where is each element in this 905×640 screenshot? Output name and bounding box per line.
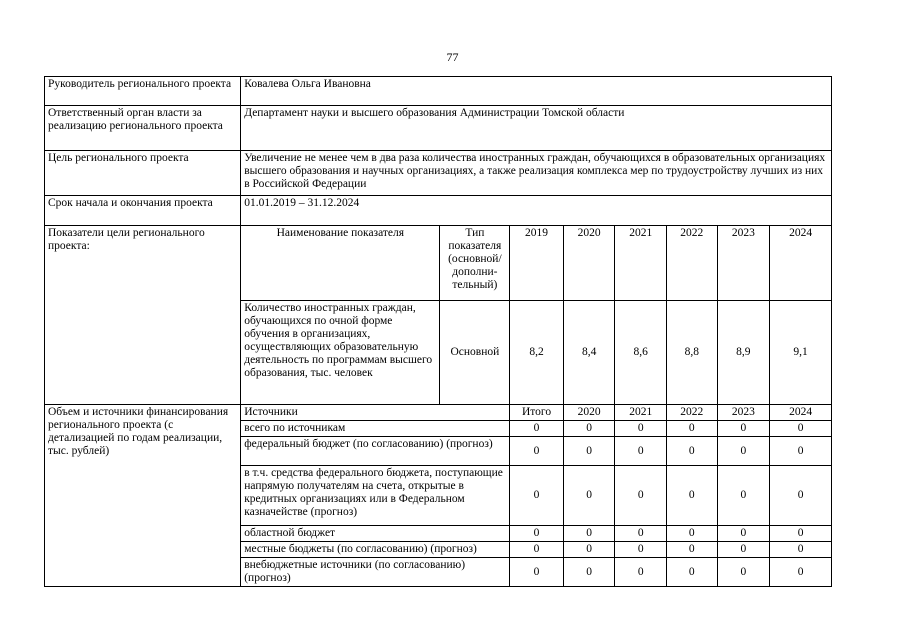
finance-value: 0	[563, 558, 615, 587]
finance-value: 0	[510, 526, 564, 542]
indicator-value: 8,4	[563, 301, 615, 405]
finance-value: 0	[717, 466, 770, 526]
indicator-type: Основной	[440, 301, 510, 405]
indicator-year-header: 2023	[717, 226, 770, 301]
goal-label: Цель регионального проекта	[45, 151, 241, 196]
finance-label: Объем и источники финансирования регионального проекта (с детализацией по годам реализации, тыс. рублей)	[45, 405, 241, 587]
finance-value: 0	[717, 526, 770, 542]
finance-value: 0	[770, 542, 832, 558]
authority-row	[45, 106, 832, 151]
finance-value: 0	[510, 437, 564, 466]
indicator-value: 8,9	[717, 301, 770, 405]
page-number: 77	[446, 50, 459, 64]
goal-row	[45, 151, 832, 196]
indicator-type-header: Тип показателя (основной/ дополни-тельный)	[440, 226, 510, 301]
finance-source-name: внебюджетные источники (по согласованию) (прогноз)	[241, 558, 510, 587]
period-label: Срок начала и окончания проекта	[45, 196, 241, 226]
finance-value: 0	[717, 558, 770, 587]
indicator-value: 9,1	[770, 301, 832, 405]
indicator-year-header: 2021	[615, 226, 667, 301]
finance-col-header: 2022	[667, 405, 718, 421]
indicator-name-header: Наименование показателя	[241, 226, 440, 301]
finance-value: 0	[770, 466, 832, 526]
finance-value: 0	[717, 542, 770, 558]
period-row	[45, 196, 832, 226]
finance-value: 0	[615, 437, 667, 466]
finance-source-name: в т.ч. средства федерального бюджета, поступающие напрямую получателям на счета, открытые в кредитных организациях или в Федеральном казначействе (прогноз)	[241, 466, 510, 526]
finance-col-header: 2024	[770, 405, 832, 421]
finance-col-header: 2023	[717, 405, 770, 421]
finance-value: 0	[667, 526, 718, 542]
finance-source-name: федеральный бюджет (по согласованию) (прогноз)	[241, 437, 510, 466]
finance-value: 0	[563, 437, 615, 466]
project-head-row	[45, 77, 832, 106]
finance-value: 0	[510, 542, 564, 558]
finance-value: 0	[770, 437, 832, 466]
finance-value: 0	[563, 542, 615, 558]
indicator-year-header: 2022	[667, 226, 718, 301]
authority-label: Ответственный орган власти за реализацию регионального проекта	[45, 106, 241, 151]
finance-value: 0	[667, 542, 718, 558]
finance-value: 0	[510, 421, 564, 437]
finance-value: 0	[667, 466, 718, 526]
finance-value: 0	[615, 542, 667, 558]
finance-source-header: Источники	[241, 405, 510, 421]
finance-value: 0	[717, 437, 770, 466]
finance-source-name: всего по источникам	[241, 421, 510, 437]
finance-value: 0	[615, 558, 667, 587]
period-value: 01.01.2019 – 31.12.2024	[241, 196, 832, 226]
finance-value: 0	[717, 421, 770, 437]
finance-value: 0	[563, 421, 615, 437]
indicators-label: Показатели цели регионального проекта:	[45, 226, 241, 405]
finance-value: 0	[563, 526, 615, 542]
indicator-value: 8,6	[615, 301, 667, 405]
finance-value: 0	[770, 558, 832, 587]
indicator-year-header: 2024	[770, 226, 832, 301]
finance-value: 0	[770, 421, 832, 437]
project-passport-table	[44, 76, 832, 587]
finance-value: 0	[667, 558, 718, 587]
finance-col-header: 2020	[563, 405, 615, 421]
indicator-name: Количество иностранных граждан, обучающихся по очной форме обучения в организациях, осуществляющих образовательную деятельность по программам высшего образования, тыс. человек	[241, 301, 440, 405]
finance-col-header: 2021	[615, 405, 667, 421]
finance-col-header: Итого	[510, 405, 564, 421]
finance-value: 0	[667, 421, 718, 437]
finance-header-row	[45, 405, 832, 421]
finance-source-name: местные бюджеты (по согласованию) (прогноз)	[241, 542, 510, 558]
indicator-year-header: 2019	[510, 226, 564, 301]
indicators-header-row	[45, 226, 832, 301]
goal-value: Увеличение не менее чем в два раза количества иностранных граждан, обучающихся в образовательных организациях высшего образования и научных организациях, а также реализация комплекса мер по трудоустройству лучших из них в Российской Федерации	[241, 151, 832, 196]
indicator-year-header: 2020	[563, 226, 615, 301]
project-head-label: Руководитель регионального проекта	[45, 77, 241, 106]
finance-value: 0	[770, 526, 832, 542]
finance-value: 0	[563, 466, 615, 526]
finance-source-name: областной бюджет	[241, 526, 510, 542]
authority-value: Департамент науки и высшего образования Администрации Томской области	[241, 106, 832, 151]
finance-value: 0	[667, 437, 718, 466]
indicator-value: 8,2	[510, 301, 564, 405]
finance-value: 0	[615, 526, 667, 542]
finance-value: 0	[615, 421, 667, 437]
finance-value: 0	[510, 558, 564, 587]
project-head-value: Ковалева Ольга Ивановна	[241, 77, 832, 106]
indicator-value: 8,8	[667, 301, 718, 405]
finance-value: 0	[510, 466, 564, 526]
finance-value: 0	[615, 466, 667, 526]
